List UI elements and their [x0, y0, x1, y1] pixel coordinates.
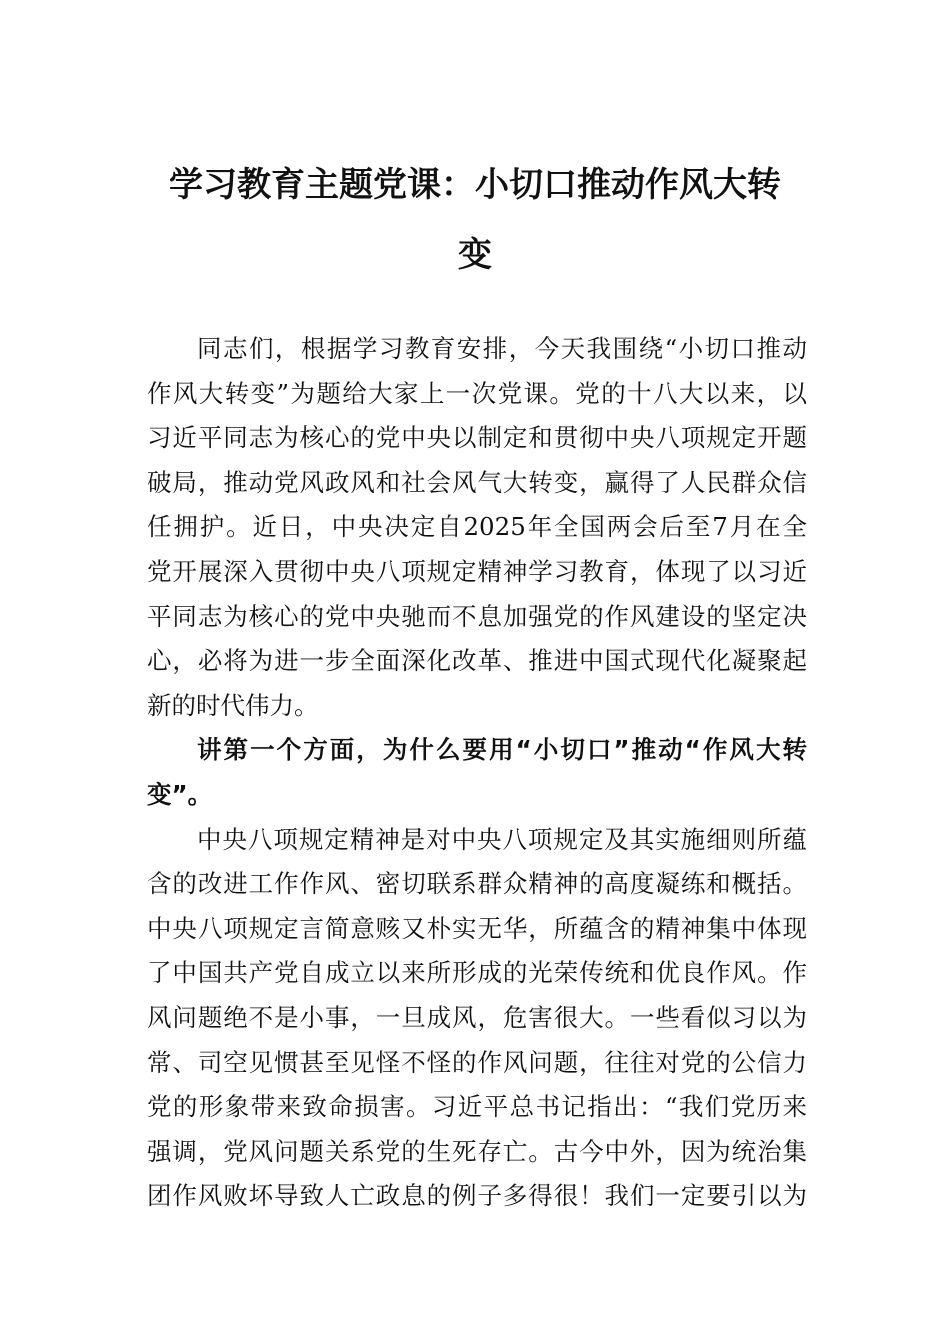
document-body: [147, 327, 807, 1219]
text-line: 风问题绝不是小事，一旦成风，危害很大。一些看似习以为: [147, 1002, 807, 1032]
text-line: 习近平同志为核心的党中央以制定和贯彻中央八项规定开题: [147, 423, 807, 453]
text-line: 了中国共产党自成立以来所形成的光荣传统和优良作风。作: [147, 958, 807, 988]
title-line: 变: [458, 235, 492, 275]
text-line: 中央八项规定言简意赅又朴实无华，所蕴含的精神集中体现: [147, 913, 807, 943]
text-line: 团作风败坏导致人亡政息的例子多得很！我们一定要引以为: [147, 1181, 807, 1211]
title-line: 学习教育主题党课：小切口推动作风大转: [169, 165, 781, 205]
paragraph: [147, 327, 807, 728]
text-line: 中央八项规定精神是对中央八项规定及其实施细则所蕴: [197, 824, 807, 854]
text-line: 破局，推动党风政风和社会风气大转变，赢得了人民群众信: [147, 467, 807, 497]
text-line: 作风大转变”为题给大家上一次党课。党的十八大以来，以: [147, 378, 807, 408]
document-title: [120, 150, 830, 290]
text-line: 讲第一个方面，为什么要用“小切口”推动“作风大转: [197, 735, 807, 765]
text-line: 心，必将为进一步全面深化改革、推进中国式现代化凝聚起: [147, 646, 807, 676]
text-line: 常、司空见惯甚至见怪不怪的作风问题，往往对党的公信力: [147, 1047, 807, 1077]
text-line: 同志们，根据学习教育安排，今天我围绕“小切口推动: [197, 334, 807, 363]
text-line: 任拥护。近日，中央决定自2025年全国两会后至7月在全: [147, 512, 807, 542]
section-heading: [147, 728, 807, 817]
text-line: 新的时代伟力。: [147, 690, 319, 720]
text-line: 党的形象带来致命损害。习近平总书记指出：“我们党历来: [147, 1092, 807, 1122]
text-line: 平同志为核心的党中央驰而不息加强党的作风建设的坚定决: [147, 601, 807, 631]
text-line: 强调，党风问题关系党的生死存亡。古今中外，因为统治集: [147, 1136, 807, 1166]
text-line: 党开展深入贯彻中央八项规定精神学习教育，体现了以习近: [147, 556, 807, 586]
paragraph: [147, 818, 807, 1219]
text-line: 变”。: [147, 779, 213, 809]
text-line: 含的改进工作作风、密切联系群众精神的高度凝练和概括。: [147, 869, 807, 899]
